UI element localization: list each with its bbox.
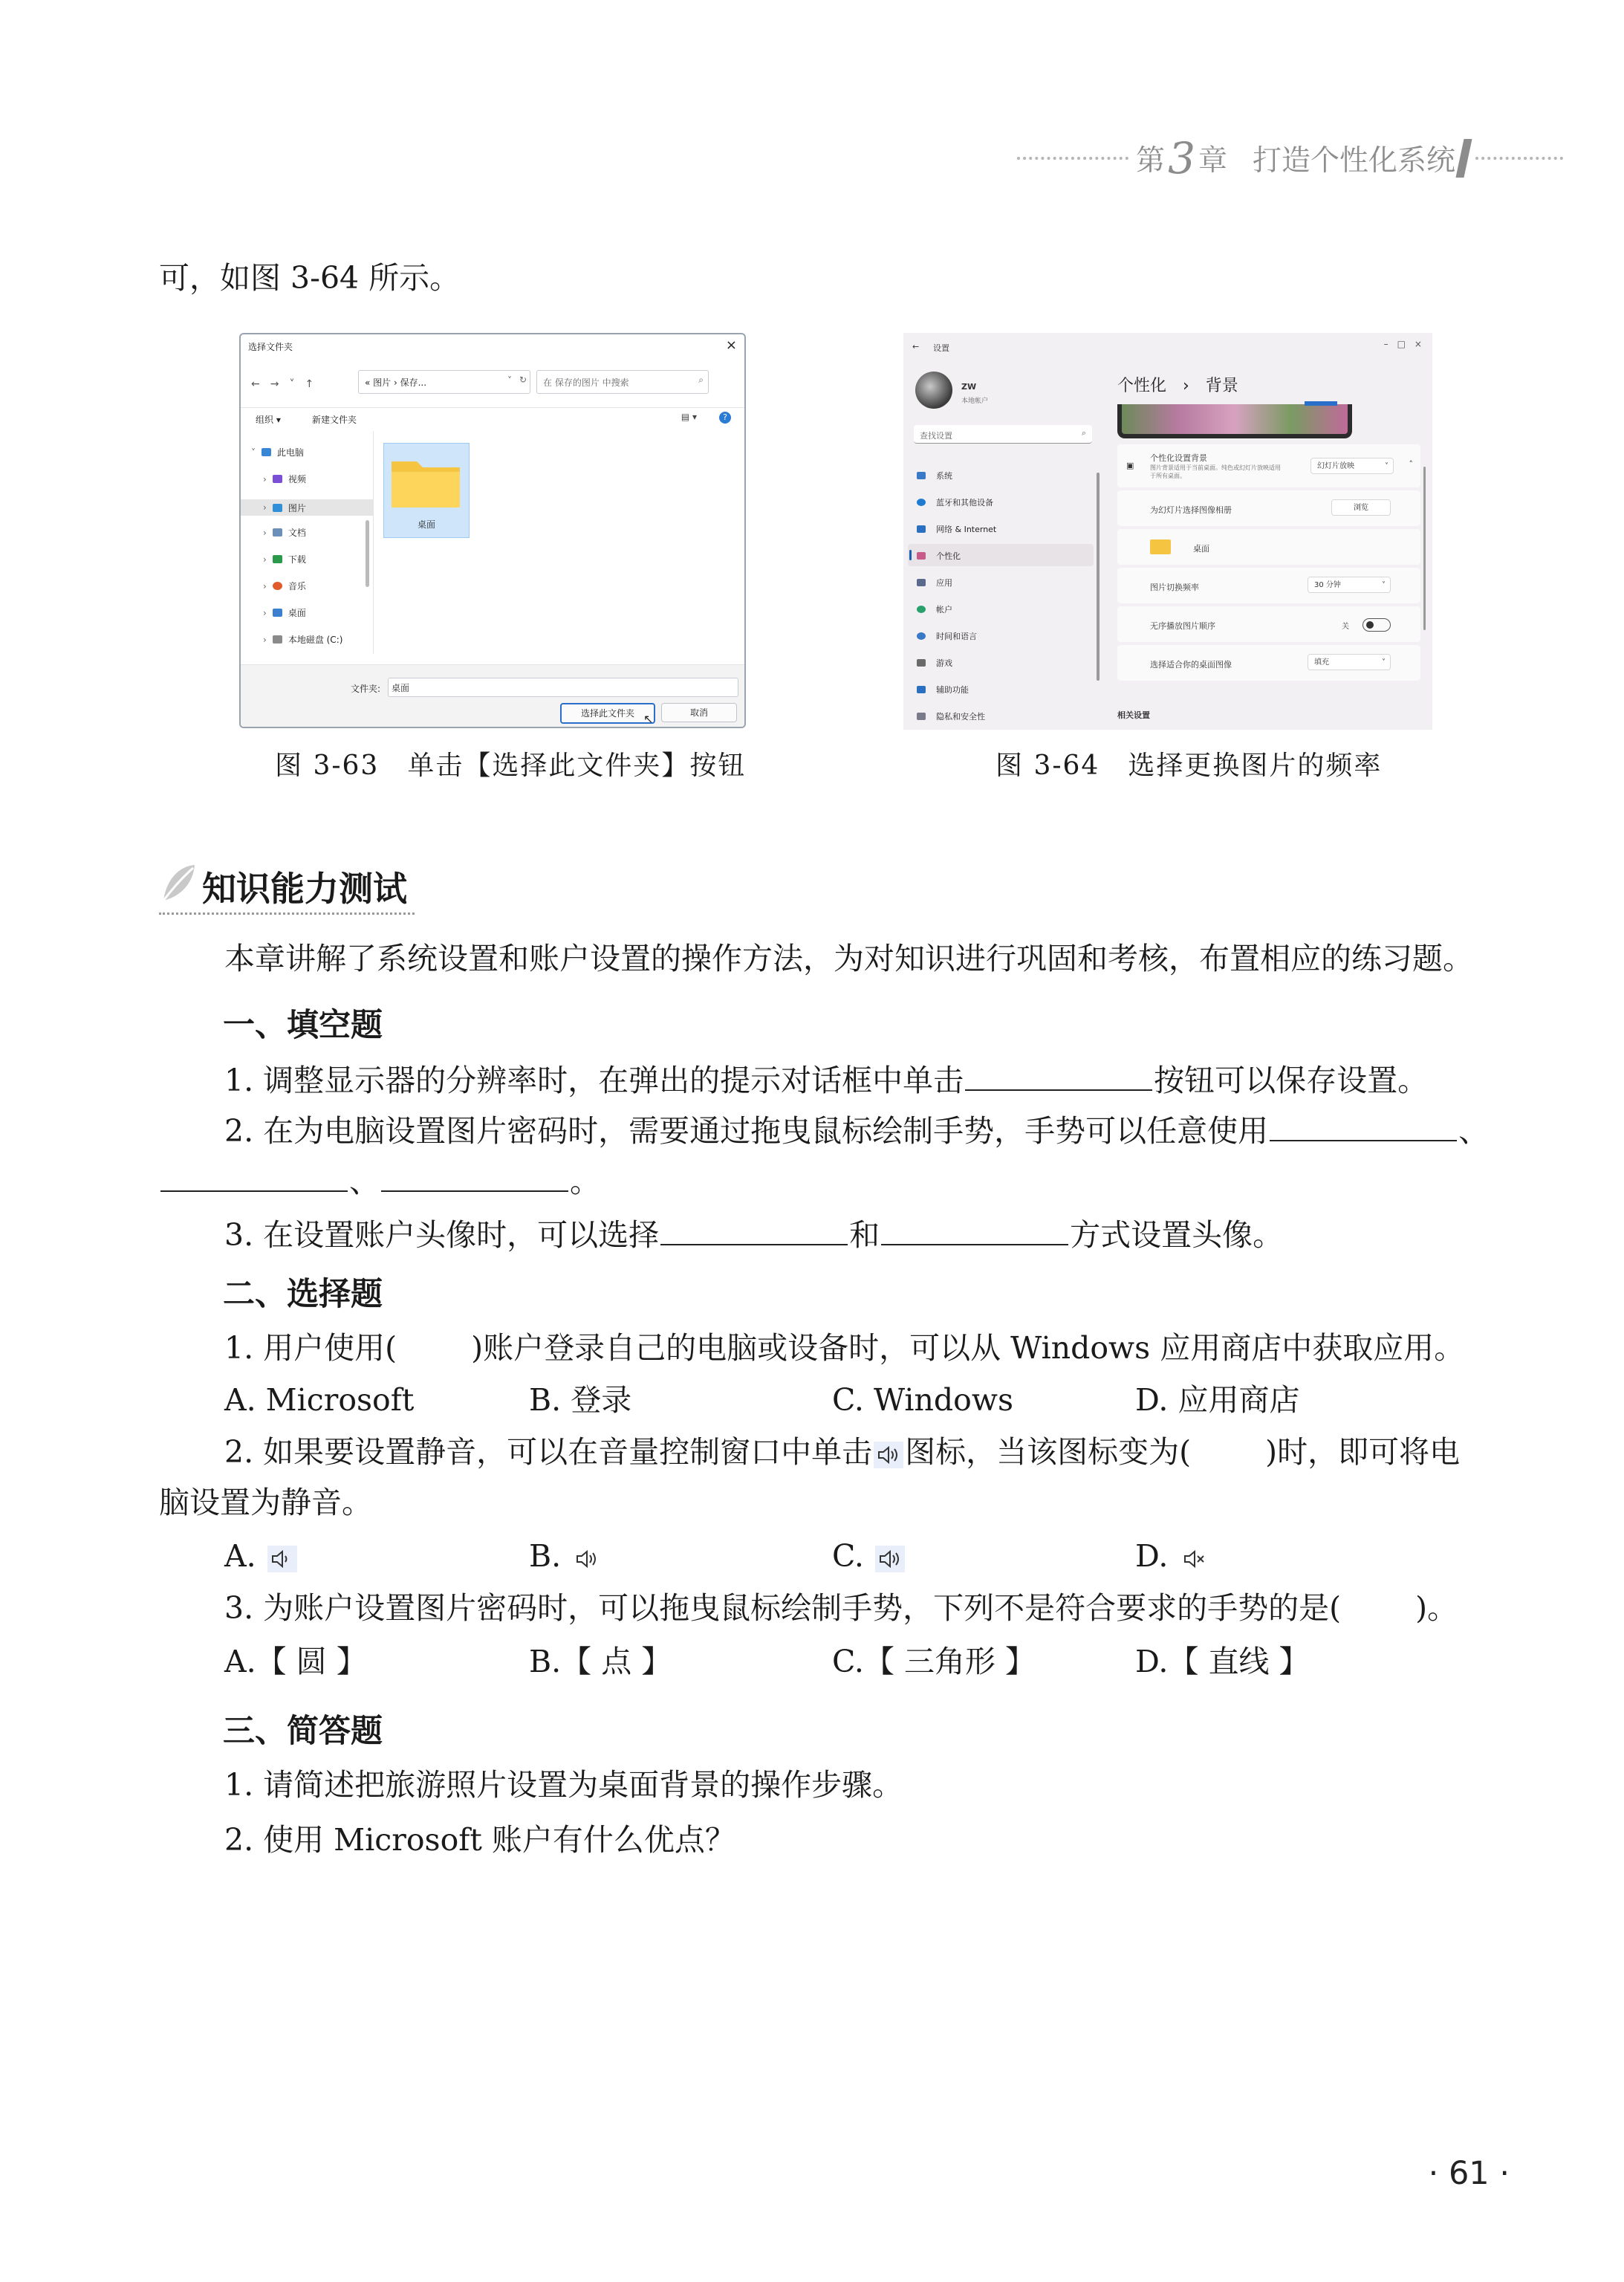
fill-q2-cont: 、 。 [159, 1164, 600, 1200]
image-icon: ▣ [1126, 461, 1134, 470]
row-album-folder[interactable] [1117, 529, 1420, 565]
cursor-icon: ↖ [643, 712, 654, 726]
short-heading: 三、简答题 [223, 1713, 383, 1750]
nav-this-pc[interactable]: ˅ 此电脑 [251, 447, 305, 458]
fill-q2: 2. 在为电脑设置图片密码时，需要通过拖曳鼠标绘制手势，手势可以任意使用 、 [224, 1113, 1490, 1149]
back-icon[interactable]: ← [912, 342, 920, 351]
choice-q3: 3. 为账户设置图片密码时，可以拖曳鼠标绘制手势，下列不是符合要求的手势的是( )。 [224, 1590, 1458, 1626]
chapter-pre: 第 [1136, 144, 1166, 178]
folder-tile-desktop[interactable] [383, 443, 470, 538]
intro-text: 可，如图 3-64 所示。 [159, 260, 461, 296]
figure-3-63-dialog [239, 333, 746, 728]
nav-time-language[interactable]: 时间和语言 [917, 630, 977, 642]
row1-desc: 图片背景适用于当前桌面。纯色或幻灯片放映适用于所有桌面。 [1150, 464, 1281, 479]
folder-icon [1150, 539, 1171, 554]
nav-accounts[interactable]: 帐户 [917, 603, 952, 615]
section-title-underline [159, 913, 415, 915]
address-bar[interactable] [358, 370, 530, 394]
page-number: · 61 · [1428, 2155, 1510, 2192]
dialog-nav-pane [241, 431, 373, 676]
user-account-type: 本地帐户 [961, 398, 989, 405]
choice-heading: 二、选择题 [223, 1276, 383, 1313]
fill-q1-blank[interactable] [965, 1089, 1152, 1091]
speaker-low-icon [267, 1546, 297, 1572]
frequency-dropdown[interactable]: 30 分钟 ˅ [1308, 577, 1391, 593]
chevron-up-icon[interactable]: ˄ [1409, 459, 1413, 469]
shuffle-toggle[interactable] [1362, 618, 1391, 632]
search-box[interactable] [536, 370, 709, 394]
nav-system[interactable]: 系统 [917, 470, 952, 482]
settings-app-title: 设置 [933, 343, 949, 353]
row3-folder: 桌面 [1193, 544, 1209, 554]
nav-pictures[interactable]: › 图片 [241, 499, 373, 516]
nav-network[interactable]: 网络 & Internet [917, 523, 996, 535]
choice-q1-option-d[interactable]: D. 应用商店 [1135, 1382, 1300, 1418]
nav-downloads[interactable]: › 下载 [263, 554, 306, 565]
select-folder-button[interactable]: 选择此文件夹 [560, 703, 655, 724]
search-icon: ⌕ [698, 375, 704, 385]
chevron-down-icon[interactable]: ˅ [507, 375, 512, 386]
fill-heading: 一、填空题 [223, 1007, 383, 1044]
refresh-icon[interactable]: ↻ [519, 375, 527, 385]
organize-menu[interactable]: 组织 ▾ [256, 415, 281, 425]
row1-title: 个性化设置背景 [1150, 453, 1207, 463]
nav-music[interactable]: › 音乐 [263, 580, 306, 591]
search-icon: ⌕ [1081, 428, 1086, 438]
row4-title: 图片切换频率 [1150, 583, 1199, 592]
row-shuffle [1117, 606, 1420, 642]
nav-privacy[interactable]: 隐私和安全性 [917, 710, 985, 722]
figure-3-63-caption: 图 3-63 单击【选择此文件夹】按钮 [275, 751, 747, 781]
chapter-post: 章 [1198, 144, 1227, 178]
user-name: ZW [961, 382, 977, 392]
nav-apps[interactable]: 应用 [917, 577, 952, 589]
nav-personalization[interactable]: 个性化 [917, 550, 961, 562]
related-settings-heading: 相关设置 [1117, 710, 1150, 720]
nav-scrollbar[interactable] [366, 520, 369, 587]
nav-documents[interactable]: › 文档 [263, 527, 306, 538]
fill-q3-blank-2[interactable] [881, 1243, 1068, 1245]
choice-q1-option-a[interactable]: A. Microsoft [224, 1382, 415, 1418]
choice-q3-option-d[interactable]: D.【 直线 】 [1135, 1644, 1310, 1679]
content-scrollbar[interactable] [1423, 467, 1426, 630]
folder-icon [384, 444, 469, 515]
section-intro: 本章讲解了系统设置和账户设置的操作方法，为对知识进行巩固和考核，布置相应的练习题。 [224, 941, 1473, 976]
nav-arrows-icon[interactable]: ← → ˅ ↑ [251, 378, 314, 390]
choice-q2-option-d[interactable]: D. [1135, 1538, 1211, 1575]
breadcrumb: 个性化 › 背景 [1117, 377, 1238, 395]
section-title: 知识能力测试 [202, 869, 407, 909]
folder-field[interactable] [388, 678, 738, 697]
choice-q2-option-c[interactable]: C. [832, 1538, 906, 1575]
speaker-high-icon [875, 1546, 905, 1572]
row2-title: 为幻灯片选择图像相册 [1150, 505, 1232, 515]
figure-3-64-caption: 图 3-64 选择更换图片的频率 [995, 751, 1383, 781]
folder-tile-label: 桌面 [417, 519, 435, 530]
fill-q3: 3. 在设置账户头像时，可以选择 和 方式设置头像。 [224, 1217, 1284, 1253]
header-dash-right [1475, 157, 1563, 160]
leaf-icon [159, 862, 198, 904]
cancel-button[interactable]: 取消 [661, 703, 737, 722]
choice-q3-option-b[interactable]: B.【 点 】 [529, 1644, 672, 1679]
new-folder-button[interactable]: 新建文件夹 [312, 415, 357, 425]
row-choose-album [1117, 490, 1420, 526]
choice-q3-option-a[interactable]: A.【 圆 】 [224, 1644, 367, 1679]
chapter-number: 3 [1168, 133, 1195, 184]
choice-q3-option-c[interactable]: C.【 三角形 】 [832, 1644, 1036, 1679]
shuffle-state: 关 [1342, 623, 1349, 631]
nav-scrollbar[interactable] [1097, 473, 1100, 681]
short-q2: 2. 使用 Microsoft 账户有什么优点？ [224, 1822, 735, 1858]
nav-desktop[interactable]: › 桌面 [263, 607, 306, 618]
choice-q2: 2. 如果要设置静音，可以在音量控制窗口中单击 图标，当该图标变为( )时，即可将电 [224, 1434, 1461, 1470]
choice-q1: 1. 用户使用( )账户登录自己的电脑或设备时，可以从 Windows 应用商店中获取应用。 [224, 1330, 1465, 1366]
fill-q1: 1. 调整显示器的分辨率时，在弹出的提示对话框中单击 按钮可以保存设置。 [224, 1063, 1429, 1098]
fill-q2-blank-1[interactable] [1270, 1139, 1457, 1141]
wallpaper-preview [1117, 404, 1352, 438]
choice-q2-option-b[interactable]: B. [529, 1538, 603, 1575]
figure-3-64-settings [903, 333, 1432, 730]
row-fit [1117, 645, 1420, 681]
choice-q1-option-b[interactable]: B. 登录 [529, 1382, 632, 1418]
row5-title: 无序播放图片顺序 [1150, 621, 1215, 631]
header-dash-left [1017, 157, 1128, 160]
nav-local-disk[interactable]: › 本地磁盘 (C:) [263, 634, 343, 645]
settings-search[interactable] [914, 425, 1092, 444]
browse-button[interactable]: 浏览 [1331, 499, 1391, 516]
address-text: « 图片 › 保存... [365, 377, 427, 388]
settings-search-placeholder: 查找设置 [920, 431, 952, 441]
nav-gaming[interactable]: 游戏 [917, 657, 952, 669]
search-placeholder: 在 保存的图片 中搜索 [543, 377, 629, 388]
choice-q2-option-a[interactable]: A. [224, 1538, 299, 1575]
chapter-title: 打造个性化系统 [1252, 144, 1455, 178]
view-icon[interactable]: ▤ ▾ [681, 412, 697, 422]
row-personalize-background[interactable] [1117, 444, 1420, 487]
background-type-dropdown[interactable]: 幻灯片放映 ˅ [1310, 458, 1394, 474]
speaker-icon [874, 1442, 903, 1468]
fit-dropdown[interactable]: 填充 ˅ [1308, 654, 1391, 670]
fill-q2-blank-2[interactable] [160, 1190, 348, 1192]
nav-videos[interactable]: › 视频 [263, 473, 306, 484]
close-icon[interactable]: × [725, 337, 737, 353]
dialog-title: 选择文件夹 [248, 342, 293, 352]
header-bar [1455, 139, 1472, 178]
folder-field-label: 文件夹: [351, 684, 381, 694]
short-q1: 1. 请简述把旅游照片设置为桌面背景的操作步骤。 [224, 1767, 903, 1803]
nav-bluetooth[interactable]: 蓝牙和其他设备 [917, 496, 993, 508]
fill-q2-blank-3[interactable] [381, 1190, 568, 1192]
help-icon[interactable]: ? [719, 412, 731, 424]
choice-q1-option-c[interactable]: C. Windows [832, 1382, 1013, 1418]
folder-field-value: 桌面 [392, 683, 410, 693]
speaker-medium-icon [572, 1546, 602, 1572]
nav-accessibility[interactable]: 辅助功能 [917, 684, 969, 696]
speaker-mute-icon [1180, 1546, 1209, 1572]
window-controls-icon[interactable]: – □ × [1383, 339, 1422, 349]
row-change-frequency [1117, 568, 1420, 603]
choice-q2-cont: 脑设置为静音。 [159, 1485, 372, 1520]
running-header [1017, 133, 1563, 184]
avatar[interactable] [915, 372, 952, 409]
fill-q3-blank-1[interactable] [660, 1243, 848, 1245]
row6-title: 选择适合你的桌面图像 [1150, 660, 1232, 670]
